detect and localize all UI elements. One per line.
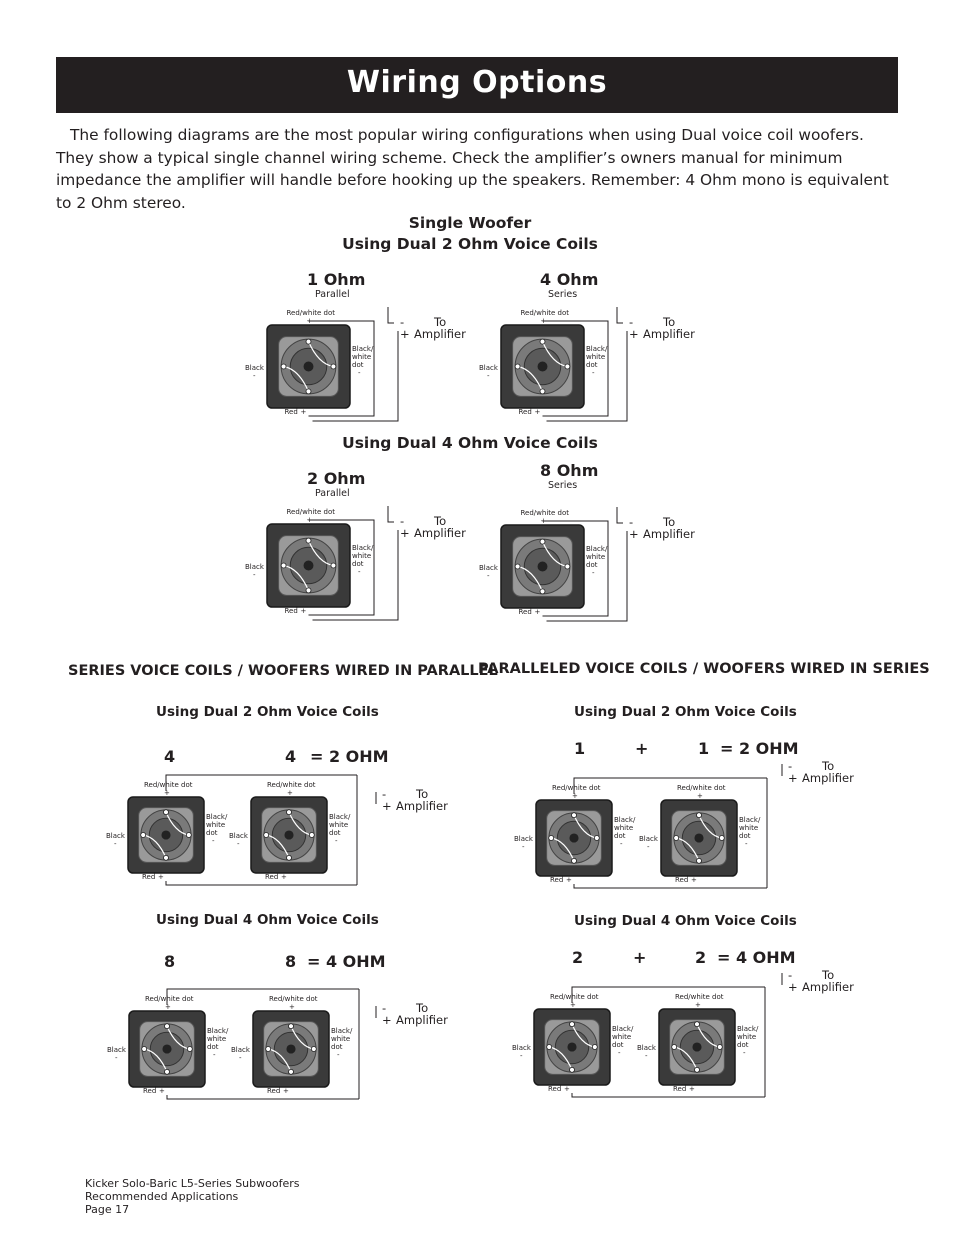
red-plus-rb-b: + xyxy=(689,1085,695,1093)
amp-to-rb: To xyxy=(822,968,835,982)
terminal-lb-a-1 xyxy=(187,1047,192,1052)
single-mode-1: Series xyxy=(548,289,578,300)
bwd-label-2-lb-b: white xyxy=(331,1035,351,1043)
terminal-single-0-1 xyxy=(331,364,336,369)
amp-amplifier-rb: Amplifier xyxy=(802,980,854,994)
left-dual2-title: Using Dual 2 Ohm Voice Coils xyxy=(156,704,379,720)
terminal-single-2-2 xyxy=(306,588,311,593)
eq-left-bottom-result: = 4 OHM xyxy=(307,952,386,971)
red-plus-rt-a: + xyxy=(566,876,572,884)
bwd-label-2-lb-a: white xyxy=(207,1035,227,1043)
single-ohm-3: 8 Ohm xyxy=(540,461,599,480)
eq-left-bottom-a: 8 xyxy=(164,952,176,971)
single-mode-0: Parallel xyxy=(315,289,350,300)
amp-amplifier-single-1: Amplifier xyxy=(643,327,695,341)
woofer-dustcap-rb-b xyxy=(692,1042,701,1051)
terminal-single-3-1 xyxy=(565,564,570,569)
terminal-rb-b-3 xyxy=(672,1045,677,1050)
terminal-lb-b-2 xyxy=(289,1069,294,1074)
terminal-lb-b-1 xyxy=(311,1047,316,1052)
amp-to-single-0: To xyxy=(434,315,447,329)
terminal-single-2-1 xyxy=(331,563,336,568)
terminal-rt-a-2 xyxy=(572,858,577,863)
black-label-rt-b: Black xyxy=(639,835,658,843)
terminal-rt-a-0 xyxy=(572,813,577,818)
amp-to-lt: To xyxy=(416,787,429,801)
amp-plus-single-2: + xyxy=(400,526,410,540)
red-white-dot-label-rt-a: Red/white dot xyxy=(552,784,601,792)
rwd-plus-lt-b: + xyxy=(287,789,293,797)
eq-right-top-op: + xyxy=(635,739,649,758)
black-label-rb-a: Black xyxy=(512,1044,531,1052)
red-plus-lb-b: + xyxy=(283,1087,289,1095)
amp-minus-lt: - xyxy=(382,787,387,801)
black-minus-single-0: - xyxy=(253,371,256,380)
amp-plus-single-0: + xyxy=(400,327,410,341)
red-plus-rb-a: + xyxy=(564,1085,570,1093)
red-label-lt-b: Red xyxy=(265,873,279,881)
terminal-rb-a-2 xyxy=(570,1067,575,1072)
terminal-lt-b-0 xyxy=(287,810,292,815)
terminal-single-1-3 xyxy=(515,364,520,369)
right-section-title: PARALLELED VOICE COILS / WOOFERS WIRED IN SERIES xyxy=(478,661,930,677)
terminal-lt-b-2 xyxy=(287,855,292,860)
terminal-single-2-3 xyxy=(281,563,286,568)
red-label-rb-a: Red xyxy=(548,1085,562,1093)
amp-to-single-3: To xyxy=(663,515,676,529)
wire-top-lt xyxy=(166,775,357,791)
bwd-minus-rt-a: - xyxy=(620,840,623,848)
amp-to-single-2: To xyxy=(434,514,447,528)
bwd-label-1-single-1: Black/ xyxy=(586,344,608,353)
bwd-label-1-lb-b: Black/ xyxy=(331,1027,353,1035)
single-dual2-subtitle: Using Dual 2 Ohm Voice Coils xyxy=(342,235,598,253)
rwd-plus-single-1: + xyxy=(540,317,547,325)
eq-right-bottom-result: = 4 OHM xyxy=(717,948,796,967)
red-label-lt-a: Red xyxy=(142,873,156,881)
terminal-single-2-0 xyxy=(306,538,311,543)
amp-minus-single-3: - xyxy=(629,515,634,529)
black-minus-single-1: - xyxy=(487,371,490,380)
woofer-dustcap-lb-a xyxy=(162,1044,171,1053)
single-woofer-title: Single Woofer xyxy=(408,214,532,232)
terminal-rt-a-3 xyxy=(549,836,554,841)
terminal-rb-b-1 xyxy=(717,1045,722,1050)
terminal-lt-b-1 xyxy=(309,833,314,838)
rwd-plus-rb-b: + xyxy=(695,1001,701,1009)
right-dual2-title: Using Dual 2 Ohm Voice Coils xyxy=(574,704,797,720)
red-white-dot-label-rt-b: Red/white dot xyxy=(677,784,726,792)
single-ohm-0: 1 Ohm xyxy=(307,270,366,289)
red-white-dot-label-rb-b: Red/white dot xyxy=(675,993,724,1001)
bwd-label-1-rt-b: Black/ xyxy=(739,816,761,824)
terminal-lt-b-3 xyxy=(264,833,269,838)
bwd-label-2-lt-b: white xyxy=(329,821,349,829)
rwd-plus-rb-a: + xyxy=(570,1001,576,1009)
black-minus-lb-a: - xyxy=(115,1054,118,1062)
terminal-lt-a-2 xyxy=(164,855,169,860)
bwd-minus-rb-b: - xyxy=(743,1049,746,1057)
single-ohm-2: 2 Ohm xyxy=(307,469,366,488)
amp-plus-rb: + xyxy=(788,980,798,994)
bwd-label-3-rb-b: dot xyxy=(737,1041,749,1049)
terminal-lb-a-2 xyxy=(165,1069,170,1074)
terminal-lb-a-3 xyxy=(142,1047,147,1052)
bwd-minus-single-2: - xyxy=(358,567,361,576)
red-plus-lt-b: + xyxy=(281,873,287,881)
terminal-single-0-2 xyxy=(306,389,311,394)
red-white-dot-label-single-1: Red/white dot xyxy=(520,309,570,317)
woofer-dustcap-single-0 xyxy=(304,362,314,372)
black-minus-lt-a: - xyxy=(114,840,117,848)
bwd-label-3-lb-b: dot xyxy=(331,1043,343,1051)
wire-bottom-lb xyxy=(167,1095,359,1099)
footer-line-1: Kicker Solo-Baric L5-Series Subwoofers xyxy=(85,1177,300,1190)
terminal-single-0-3 xyxy=(281,364,286,369)
rwd-plus-lt-a: + xyxy=(164,789,170,797)
bwd-label-1-lt-b: Black/ xyxy=(329,813,351,821)
red-plus-single-1: + xyxy=(534,408,541,416)
bwd-minus-rb-a: - xyxy=(618,1049,621,1057)
eq-right-top-a: 1 xyxy=(574,739,586,758)
red-label-single-3: Red xyxy=(518,608,532,616)
single-mode-2: Parallel xyxy=(315,488,350,499)
single-ohm-1: 4 Ohm xyxy=(540,270,599,289)
right-dual4-title: Using Dual 4 Ohm Voice Coils xyxy=(574,913,797,929)
red-plus-single-2: + xyxy=(300,607,307,615)
woofer-dustcap-rt-b xyxy=(694,833,703,842)
bwd-label-3-rt-b: dot xyxy=(739,832,751,840)
left-dual4-title: Using Dual 4 Ohm Voice Coils xyxy=(156,912,379,928)
black-minus-lt-b: - xyxy=(237,840,240,848)
red-white-dot-label-single-0: Red/white dot xyxy=(286,309,336,317)
black-label-single-1: Black xyxy=(479,363,498,372)
woofer-dustcap-single-1 xyxy=(538,362,548,372)
bwd-label-2-single-0: white xyxy=(352,352,372,361)
wire-amp-neg-3 xyxy=(617,507,623,523)
red-white-dot-label-single-2: Red/white dot xyxy=(286,508,336,516)
bwd-label-3-single-1: dot xyxy=(586,360,598,369)
terminal-lt-a-3 xyxy=(141,833,146,838)
red-white-dot-label-lt-b: Red/white dot xyxy=(267,781,316,789)
bwd-label-2-rb-a: white xyxy=(612,1033,632,1041)
bwd-label-3-lt-a: dot xyxy=(206,829,218,837)
bwd-minus-lt-a: - xyxy=(212,837,215,845)
wire-amp-neg-0 xyxy=(388,307,394,323)
black-label-single-2: Black xyxy=(245,562,264,571)
terminal-single-3-2 xyxy=(540,589,545,594)
woofer-dustcap-rb-a xyxy=(567,1042,576,1051)
terminal-rb-b-2 xyxy=(695,1067,700,1072)
black-minus-rb-a: - xyxy=(520,1052,523,1060)
terminal-single-1-0 xyxy=(540,339,545,344)
rwd-plus-single-0: + xyxy=(306,317,313,325)
bwd-minus-single-1: - xyxy=(592,368,595,377)
terminal-rt-a-1 xyxy=(594,836,599,841)
terminal-rt-b-1 xyxy=(719,836,724,841)
terminal-rb-a-1 xyxy=(592,1045,597,1050)
bwd-label-2-rt-b: white xyxy=(739,824,759,832)
black-label-lb-b: Black xyxy=(231,1046,250,1054)
rwd-plus-rt-a: + xyxy=(572,792,578,800)
red-plus-lt-a: + xyxy=(158,873,164,881)
left-section-title: SERIES VOICE COILS / WOOFERS WIRED IN PARALLEL xyxy=(68,663,498,679)
bwd-label-1-single-2: Black/ xyxy=(352,543,374,552)
rwd-plus-single-3: + xyxy=(540,517,547,525)
bwd-label-3-single-3: dot xyxy=(586,560,598,569)
eq-left-bottom-b: 8 xyxy=(285,952,297,971)
eq-left-top-result: = 2 OHM xyxy=(310,747,389,766)
single-dual4-subtitle: Using Dual 4 Ohm Voice Coils xyxy=(342,434,598,452)
red-label-rt-a: Red xyxy=(550,876,564,884)
red-plus-lb-a: + xyxy=(159,1087,165,1095)
terminal-lt-a-1 xyxy=(186,833,191,838)
terminal-rb-a-3 xyxy=(547,1045,552,1050)
red-white-dot-label-single-3: Red/white dot xyxy=(520,509,570,517)
amp-amplifier-single-0: Amplifier xyxy=(414,327,466,341)
wire-bottom-lt xyxy=(166,881,357,885)
red-label-single-2: Red xyxy=(284,607,298,615)
wire-top-lb xyxy=(167,989,359,1005)
amp-minus-lb: - xyxy=(382,1001,387,1015)
amp-plus-single-3: + xyxy=(629,527,639,541)
eq-left-top-a: 4 xyxy=(164,747,176,766)
terminal-rt-b-2 xyxy=(697,858,702,863)
terminal-single-0-0 xyxy=(306,339,311,344)
black-label-lt-b: Black xyxy=(229,832,248,840)
bwd-label-1-rb-a: Black/ xyxy=(612,1025,634,1033)
amp-minus-single-2: - xyxy=(400,514,405,528)
red-white-dot-label-lb-b: Red/white dot xyxy=(269,995,318,1003)
red-white-dot-label-rb-a: Red/white dot xyxy=(550,993,599,1001)
terminal-rt-b-0 xyxy=(697,813,702,818)
black-label-lb-a: Black xyxy=(107,1046,126,1054)
black-label-lt-a: Black xyxy=(106,832,125,840)
bwd-minus-single-0: - xyxy=(358,368,361,377)
bwd-minus-lt-b: - xyxy=(335,837,338,845)
amp-to-lb: To xyxy=(416,1001,429,1015)
bwd-label-3-rt-a: dot xyxy=(614,832,626,840)
red-label-lb-a: Red xyxy=(143,1087,157,1095)
bwd-label-1-rt-a: Black/ xyxy=(614,816,636,824)
terminal-single-3-0 xyxy=(540,539,545,544)
terminal-single-3-3 xyxy=(515,564,520,569)
wire-top-rt xyxy=(574,778,767,794)
bwd-label-3-lt-b: dot xyxy=(329,829,341,837)
bwd-label-2-rt-a: white xyxy=(614,824,634,832)
wire-amp-neg-2 xyxy=(388,506,394,522)
single-mode-3: Series xyxy=(548,480,578,491)
bwd-label-2-lt-a: white xyxy=(206,821,226,829)
red-label-rt-b: Red xyxy=(675,876,689,884)
woofer-dustcap-single-3 xyxy=(538,562,548,572)
terminal-single-1-2 xyxy=(540,389,545,394)
bwd-minus-lb-a: - xyxy=(213,1051,216,1059)
amp-amplifier-lb: Amplifier xyxy=(396,1013,448,1027)
bwd-minus-lb-b: - xyxy=(337,1051,340,1059)
amp-amplifier-single-3: Amplifier xyxy=(643,527,695,541)
black-minus-rt-b: - xyxy=(647,843,650,851)
eq-left-top-b: 4 xyxy=(285,747,297,766)
bwd-label-3-single-2: dot xyxy=(352,559,364,568)
amp-to-rt: To xyxy=(822,759,835,773)
black-minus-rt-a: - xyxy=(522,843,525,851)
amp-minus-rb: - xyxy=(788,968,793,982)
red-label-lb-b: Red xyxy=(267,1087,281,1095)
bwd-label-1-single-0: Black/ xyxy=(352,344,374,353)
terminal-rb-a-0 xyxy=(570,1022,575,1027)
amp-plus-single-1: + xyxy=(629,327,639,341)
eq-right-bottom-b: 2 xyxy=(695,948,707,967)
black-minus-single-3: - xyxy=(487,571,490,580)
black-minus-rb-b: - xyxy=(645,1052,648,1060)
black-label-single-0: Black xyxy=(245,363,264,372)
rwd-plus-single-2: + xyxy=(306,516,313,524)
terminal-lt-a-0 xyxy=(164,810,169,815)
woofer-dustcap-single-2 xyxy=(304,561,314,571)
bwd-label-2-single-2: white xyxy=(352,551,372,560)
woofer-dustcap-rt-a xyxy=(569,833,578,842)
red-white-dot-label-lt-a: Red/white dot xyxy=(144,781,193,789)
black-label-rt-a: Black xyxy=(514,835,533,843)
amp-minus-rt: - xyxy=(788,759,793,773)
bwd-label-1-rb-b: Black/ xyxy=(737,1025,759,1033)
page-title: Wiring Options xyxy=(346,65,608,100)
red-label-single-1: Red xyxy=(518,408,532,416)
intro-paragraph: The following diagrams are the most popular wiring configurations when using Dual voice coil woofers. They show a typical single channel wiring scheme. Check the amplifier’s owners manual for minimum impedance the amplifier will handle before hooking up the speakers. Remember: 4 Ohm mono is equivalent to 2 Ohm stereo. xyxy=(56,126,889,212)
woofer-dustcap-lt-a xyxy=(161,830,170,839)
bwd-label-3-rb-a: dot xyxy=(612,1041,624,1049)
woofer-dustcap-lb-b xyxy=(286,1044,295,1053)
bwd-label-2-rb-b: white xyxy=(737,1033,757,1041)
amp-plus-lb: + xyxy=(382,1013,392,1027)
wire-bottom-rb xyxy=(572,1093,765,1097)
eq-right-top-result: = 2 OHM xyxy=(720,739,799,758)
bwd-label-2-single-1: white xyxy=(586,352,606,361)
black-minus-lb-b: - xyxy=(239,1054,242,1062)
woofer-dustcap-lt-b xyxy=(284,830,293,839)
amp-minus-single-1: - xyxy=(629,315,634,329)
amp-to-single-1: To xyxy=(663,315,676,329)
amp-minus-single-0: - xyxy=(400,315,405,329)
rwd-plus-lb-b: + xyxy=(289,1003,295,1011)
bwd-minus-rt-b: - xyxy=(745,840,748,848)
terminal-lb-b-3 xyxy=(266,1047,271,1052)
terminal-rt-b-3 xyxy=(674,836,679,841)
footer xyxy=(85,1177,299,1216)
terminal-lb-a-0 xyxy=(165,1024,170,1029)
amp-amplifier-rt: Amplifier xyxy=(802,771,854,785)
bwd-label-1-single-3: Black/ xyxy=(586,544,608,553)
wire-bottom-rt xyxy=(574,884,767,888)
amp-amplifier-single-2: Amplifier xyxy=(414,526,466,540)
black-label-rb-b: Black xyxy=(637,1044,656,1052)
terminal-rb-b-0 xyxy=(695,1022,700,1027)
bwd-label-3-lb-a: dot xyxy=(207,1043,219,1051)
bwd-label-2-single-3: white xyxy=(586,552,606,561)
red-label-single-0: Red xyxy=(284,408,298,416)
rwd-plus-rt-b: + xyxy=(697,792,703,800)
amp-plus-lt: + xyxy=(382,799,392,813)
amp-amplifier-lt: Amplifier xyxy=(396,799,448,813)
footer-line-3: Page 17 xyxy=(85,1203,130,1216)
terminal-lb-b-0 xyxy=(289,1024,294,1029)
bwd-label-1-lt-a: Black/ xyxy=(206,813,228,821)
eq-right-bottom-op: + xyxy=(633,948,647,967)
amp-plus-rt: + xyxy=(788,771,798,785)
bwd-label-1-lb-a: Black/ xyxy=(207,1027,229,1035)
rwd-plus-lb-a: + xyxy=(165,1003,171,1011)
eq-right-top-b: 1 xyxy=(698,739,710,758)
terminal-single-1-1 xyxy=(565,364,570,369)
eq-right-bottom-a: 2 xyxy=(572,948,584,967)
red-plus-single-3: + xyxy=(534,608,541,616)
black-minus-single-2: - xyxy=(253,570,256,579)
red-label-rb-b: Red xyxy=(673,1085,687,1093)
bwd-label-3-single-0: dot xyxy=(352,360,364,369)
bwd-minus-single-3: - xyxy=(592,568,595,577)
black-label-single-3: Black xyxy=(479,563,498,572)
footer-line-2: Recommended Applications xyxy=(85,1190,239,1203)
wire-top-rb xyxy=(572,987,765,1003)
red-plus-single-0: + xyxy=(300,408,307,416)
wire-amp-neg-1 xyxy=(617,307,623,323)
red-plus-rt-b: + xyxy=(691,876,697,884)
red-white-dot-label-lb-a: Red/white dot xyxy=(145,995,194,1003)
